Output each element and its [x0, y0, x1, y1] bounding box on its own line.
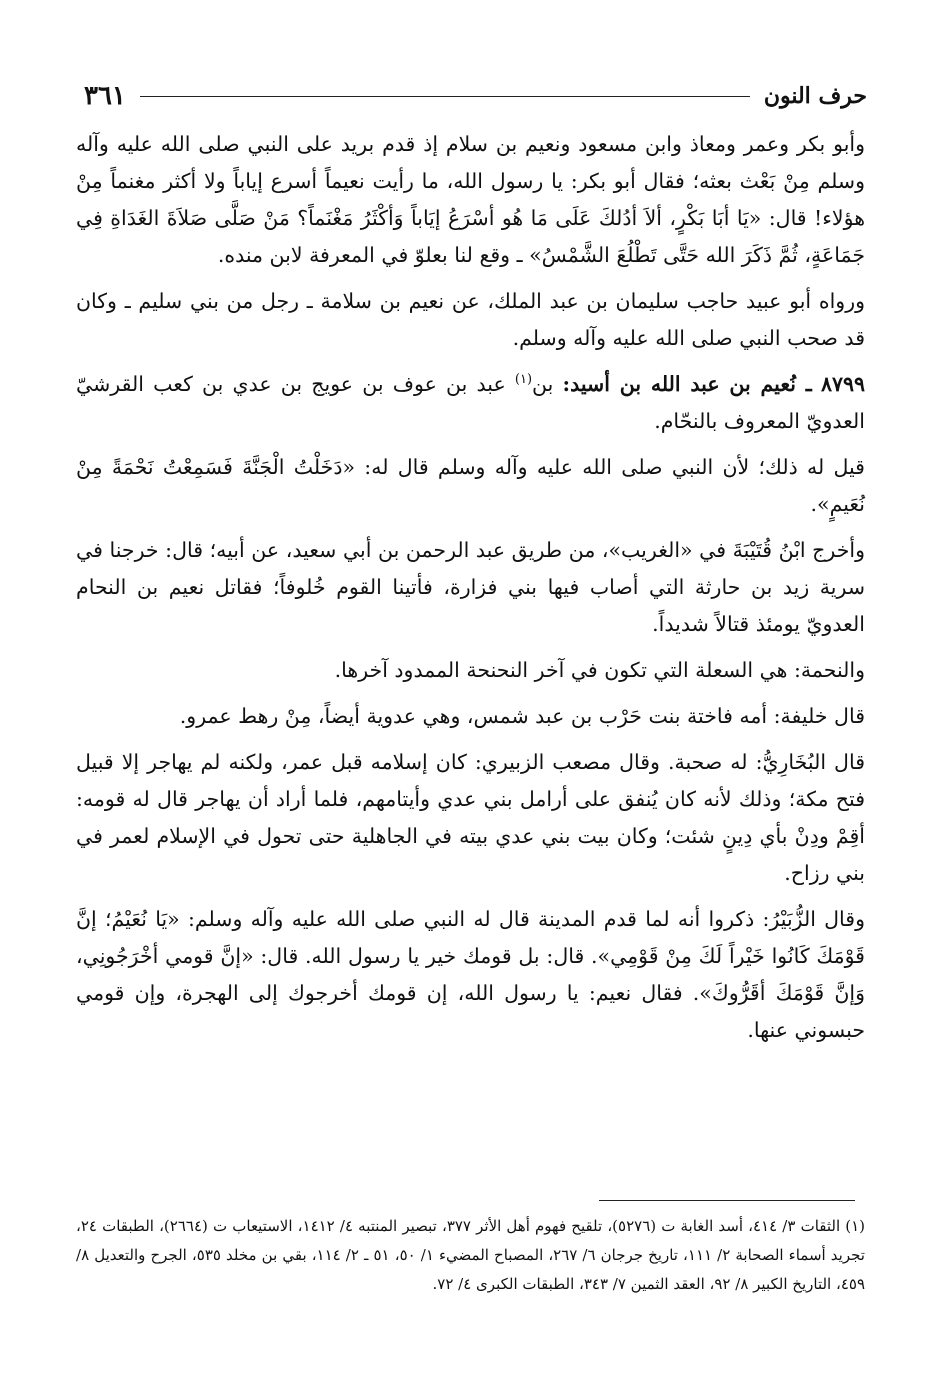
page-body [76, 126, 865, 1058]
paragraph: قال البُخَارِيُّ: له صحبة. وقال مصعب الزبيري: كان إسلامه قبل عمر، ولكنه لم يهاجر إلا قبيل فتح مكة؛ وذلك لأنه كان يُنفق على أرامل بني عدي وأيتامهم، فلما أراد أن يهاجر قال له قومه: أقِمْ ودِنْ بأي دِينٍ شئت؛ وكان بيت بني عدي بيته في الجاهلية حتى تحول في الإسلام لعمر في بني رزاح. [76, 750, 865, 885]
entry-number: ٨٧٩٩ [820, 372, 866, 396]
entry-name: ـ نُعيم بن عبد الله بن أسيد: [562, 372, 812, 396]
paragraph: وقال الزُّبَيْرُ: ذكروا أنه لما قدم المدينة قال له النبي صلى الله عليه وآله وسلم: «يَا نُعَيْمُ؛ إنَّ قَوْمَكَ كَانُوا خَيْراً لَكَ مِنْ قَوْمِي». قال: بل قومك خير يا رسول الله. قال: «إنَّ قومي أخْرَجُونِي، وَإنَّ قَوْمَكَ أقَرُّوكَ». فقال نعيم: يا رسول الله، إن قومك أخرجوك إلى الهجرة، وإن قومي حبسوني عنها. [76, 907, 865, 1042]
footnote-reference[interactable]: (١) [514, 372, 533, 388]
footnote-separator [599, 1200, 855, 1201]
paragraph: وأخرج ابْنُ قُتَيْبَةَ في «الغريب»، من طريق عبد الرحمن بن أبي سعيد، عن أبيه؛ قال: خرجنا في سرية زيد بن حارثة التي أصاب فيها بني فزارة، فأتينا القوم خُلوفاً؛ فقاتل نعيم بن النحام العدويّ يومئذ قتالاً شديداً. [76, 538, 865, 636]
paragraph: قال خليفة: أمه فاختة بنت حَرْب بن عبد شمس، وهي عدوية أيضاً، مِنْ رهط عمرو. [179, 704, 865, 728]
paragraph: قيل له ذلك؛ لأن النبي صلى الله عليه وآله وسلم قال له: «دَخَلْتُ الْجَنَّةَ فَسَمِعْتُ نَحْمَةً مِنْ نُعَيمٍ». [76, 455, 865, 516]
page-number: ٣٦١ [84, 81, 126, 111]
chapter-title: حرف النون [763, 83, 867, 109]
entry-text-continued: عبد بن عوف بن عويج بن عدي بن كعب القرشيّ العدويّ المعروف بالنحّام. [76, 372, 865, 433]
paragraph: وأبو بكر وعمر ومعاذ وابن مسعود ونعيم بن سلام إذ قدم بريد على النبي صلى الله عليه وآله وسلم مِنْ بَعْث بعثه؛ فقال أبو بكر: يا رسول الله، ما رأيت نعيماً أسرع إياباً ولا أكثر مغنماً مِنْ هؤلاء! قال: «يَا أبَا بَكْرٍ، ألاَ أدُلكَ عَلَى مَا هُو أسْرَعُ إيَاباً وَأكْثَرُ مَغْنَماً؟ مَنْ صَلَّى صَلاَةَ الغَدَاةِ فِي جَمَاعَةٍ، ثُمَّ ذَكَرَ الله حَتَّى تَطْلُعَ الشَّمْسُ» ـ وقع لنا بعلوّ في المعرفة لابن منده. [76, 132, 865, 267]
footnote: (١) الثقات ٣/ ٤١٤، أسد الغابة ت (٥٢٧٦)، تلقيح فهوم أهل الأثر ٣٧٧، تبصير المنتبه ٤/ ١٤١٢، الاستيعاب ت (٢٦٦٤)، الطبقات ٢٤، تجريد أسماء الصحابة ٢/ ١١١، تاريخ جرجان ٦/ ٢٦٧، المصباح المضيء ١/ ٥٠، ٥١ ـ ٢/ ١١٤، بقي بن مخلد ٥٣٥، الجرح والتعديل ٨/ ٤٥٩، التاريخ الكبير ٨/ ٩٢، العقد الثمين ٧/ ٣٤٣، الطبقات الكبرى ٤/ ٧٢. [76, 1217, 866, 1293]
paragraph: والنحمة: هي السعلة التي تكون في آخر النحنحة الممدود آخرها. [334, 658, 865, 682]
header-rule [140, 96, 750, 97]
entry-text: بن [532, 372, 563, 396]
page-header [84, 76, 867, 116]
biography-entry [76, 366, 865, 440]
paragraph: ورواه أبو عبيد حاجب سليمان بن عبد الملك، عن نعيم بن سلامة ـ رجل من بني سليم ـ وكان قد صحب النبي صلى الله عليه وآله وسلم. [76, 289, 865, 350]
